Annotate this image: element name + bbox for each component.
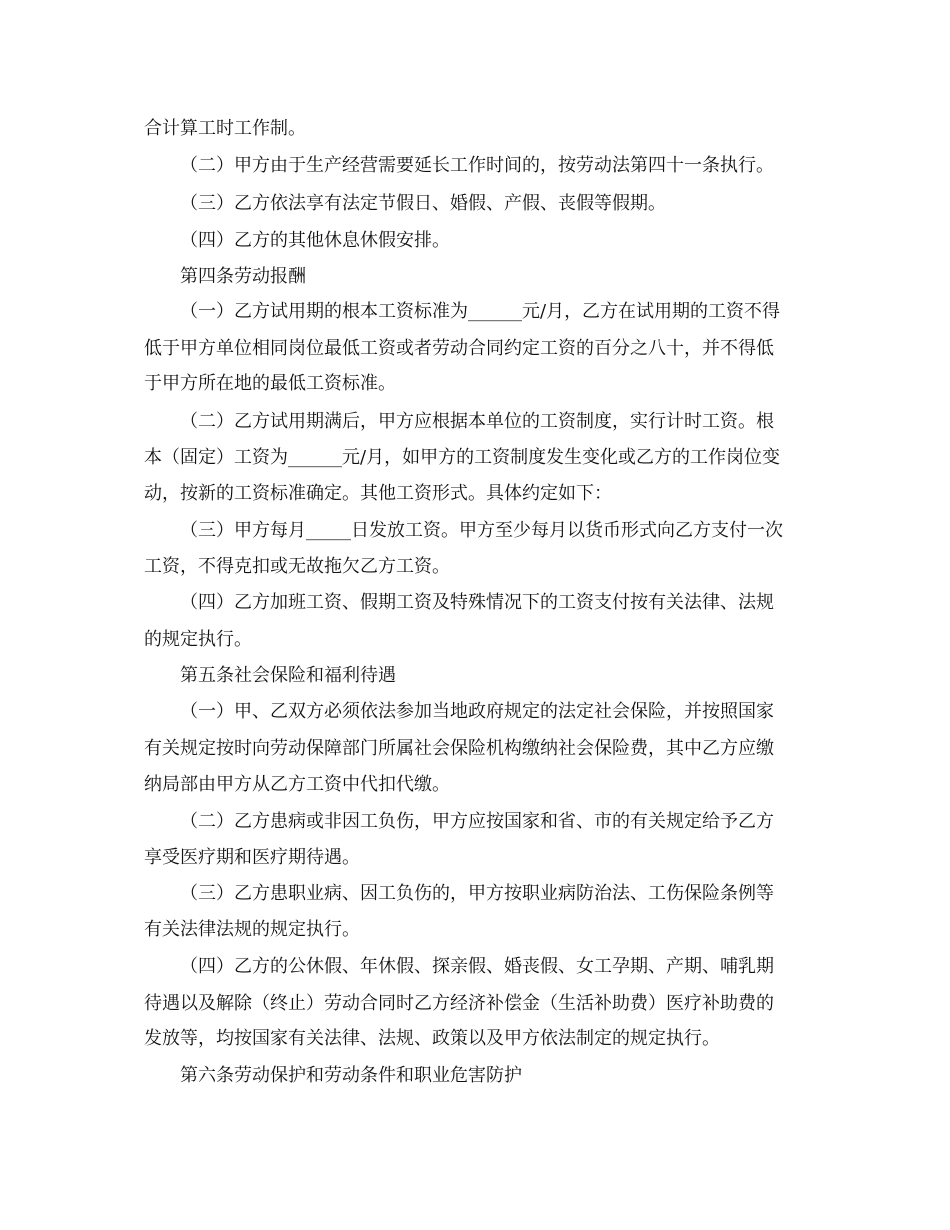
section-heading: 第五条社会保险和福利待遇: [180, 665, 396, 686]
text-line: 工资，不得克扣或无故拖欠乙方工资。: [144, 556, 450, 577]
text-line: 纳局部由甲方从乙方工资中代扣代缴。: [144, 774, 450, 795]
text-line: （三）乙方依法享有法定节假日、婚假、产假、丧假等假期。: [180, 193, 666, 214]
text-line: 发放等，均按国家有关法律、法规、政策以及甲方依法制定的规定执行。: [144, 1028, 720, 1049]
text-line: 动，按新的工资标准确定。其他工资形式。具体约定如下：: [144, 483, 612, 504]
text-line: （二）乙方试用期满后，甲方应根据本单位的工资制度，实行计时工资。根: [180, 411, 774, 432]
text-line: 待遇以及解除（终止）劳动合同时乙方经济补偿金（生活补助费）医疗补助费的: [144, 993, 774, 1014]
text-line: 于甲方所在地的最低工资标准。: [144, 373, 396, 394]
text-line: （一）乙方试用期的根本工资标准为______元/月，乙方在试用期的工资不得: [180, 301, 781, 322]
text-line: （二）乙方患病或非因工负伤，甲方应按国家和省、市的有关规定给予乙方: [180, 811, 774, 832]
text-line: 低于甲方单位相同岗位最低工资或者劳动合同约定工资的百分之八十，并不得低: [144, 338, 774, 359]
text-line: （一）甲、乙双方必须依法参加当地政府规定的法定社会保险，并按照国家: [180, 701, 774, 722]
text-line: （四）乙方的其他休息休假安排。: [180, 230, 450, 251]
text-line: （四）乙方的公休假、年休假、探亲假、婚丧假、女工孕期、产期、哺乳期: [180, 956, 774, 977]
text-line: （三）甲方每月_____日发放工资。甲方至少每月以货币形式向乙方支付一次: [180, 520, 783, 541]
text-line: 有关法律法规的规定执行。: [144, 919, 360, 940]
text-line: 的规定执行。: [144, 629, 252, 650]
text-line: 合计算工时工作制。: [144, 118, 306, 139]
section-heading: 第六条劳动保护和劳动条件和职业危害防护: [180, 1065, 522, 1086]
text-line: （二）甲方由于生产经营需要延长工作时间的，按劳动法第四十一条执行。: [180, 155, 774, 176]
text-line: （三）乙方患职业病、因工负伤的，甲方按职业病防治法、工伤保险条例等: [180, 883, 774, 904]
text-line: 本（固定）工资为______元/月，如甲方的工资制度发生变化或乙方的工作岗位变: [144, 447, 781, 468]
section-heading: 第四条劳动报酬: [180, 266, 306, 287]
text-line: 享受医疗期和医疗期待遇。: [144, 847, 360, 868]
text-line: 有关规定按时向劳动保障部门所属社会保险机构缴纳社会保险费，其中乙方应缴: [144, 738, 774, 759]
text-line: （四）乙方加班工资、假期工资及特殊情况下的工资支付按有关法律、法规: [180, 592, 774, 613]
